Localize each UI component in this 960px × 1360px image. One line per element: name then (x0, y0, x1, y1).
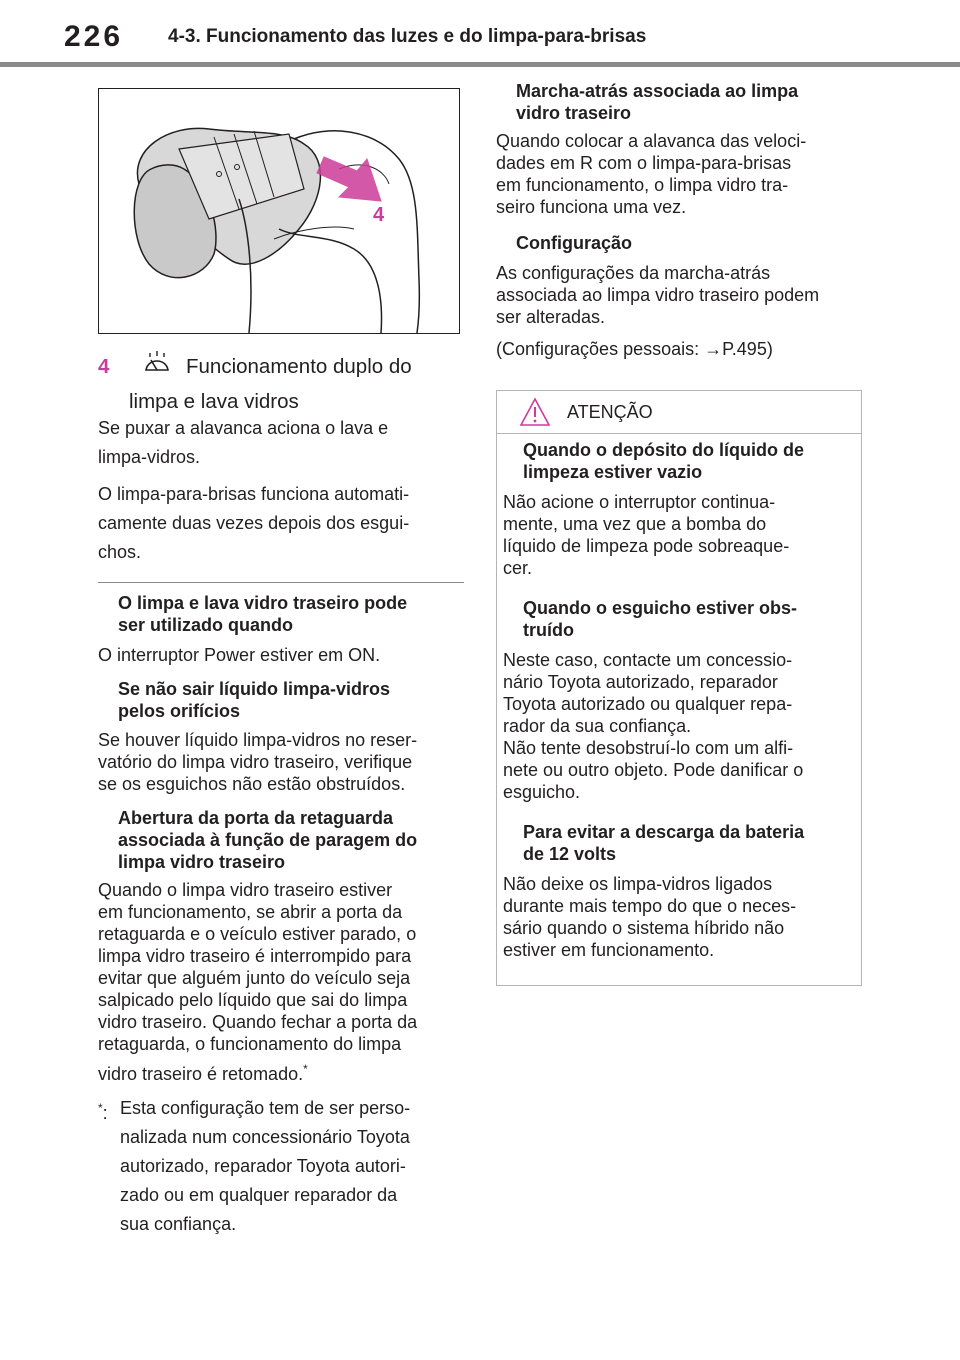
warning-header (497, 391, 861, 434)
warn2-body-l2: nário Toyota autorizado, reparador (503, 672, 778, 692)
warning-triangle-icon (519, 397, 551, 432)
warn2-body-l6: nete ou outro objeto. Pode danificar o (503, 760, 804, 780)
rnote2-body-l3: ser alteradas. (496, 307, 606, 327)
rnote2-body-l1: As configurações da marcha-atrás (496, 263, 771, 283)
warn3-body-l4: estiver em funcionamento. (503, 940, 715, 960)
item-para2-l1: O limpa-para-brisas funciona automati- (98, 484, 410, 504)
rnote1-body-l1: Quando colocar a alavanca das veloci- (496, 131, 807, 151)
page-header (0, 0, 960, 68)
item-para2-l2: camente duas vezes depois dos esgui- (98, 513, 410, 533)
callout-number: 4 (373, 204, 385, 226)
rnote1-body-l4: seiro funciona uma vez. (496, 197, 687, 217)
footnote-l4: zado ou em qualquer reparador da (120, 1185, 398, 1205)
rnote1-body-l3: em funcionamento, o limpa vidro tra- (496, 175, 789, 195)
warning-body (503, 439, 855, 961)
warn3-body-l3: sário quando o sistema híbrido não (503, 918, 785, 938)
warn2-body-l5: Não tente desobstruí-lo com um alfi- (503, 738, 794, 758)
note2-body-l3: se os esguichos não estão obstruídos. (98, 774, 406, 794)
rnote1-body-l2: dades em R com o limpa-para-brisas (496, 153, 792, 173)
note3-body-l6: salpicado pelo líquido que sai do limpa (98, 990, 408, 1010)
warn3-title-l2: de 12 volts (523, 844, 617, 864)
notes-right (496, 80, 862, 360)
note3-body-l8: retaguarda, o funcionamento do limpa (98, 1034, 402, 1054)
warn1-body-l1: Não acione o interruptor continua- (503, 492, 776, 512)
warn3-body-l1: Não deixe os limpa-vidros ligados (503, 874, 773, 894)
notes-left (98, 592, 464, 1239)
warn1-body-l3: líquido de limpeza pode sobreaque- (503, 536, 790, 556)
item-heading (98, 350, 464, 417)
note1-title-l2: ser utilizado quando (118, 615, 294, 635)
section-title: 4-3. Funcionamento das luzes e do limpa-para-brisas (168, 26, 647, 47)
note1-body: O interruptor Power estiver em ON. (98, 645, 381, 665)
note3-title-l2: associada à função de paragem do (118, 830, 418, 850)
item-description (98, 414, 464, 567)
note1-title-l1: O limpa e lava vidro traseiro pode (118, 593, 408, 613)
item-para2-l3: chos. (98, 542, 142, 562)
note2-title-l2: pelos orifícios (118, 701, 241, 721)
note3-title-l1: Abertura da porta da retaguarda (118, 808, 394, 828)
footnote-ref: * (303, 1062, 308, 1076)
rnote2-reference: (Configurações pessoais: →P.495) (496, 339, 773, 359)
item-title-line1: Funcionamento duplo do (186, 354, 412, 378)
warn3-title-l1: Para evitar a descarga da bateria (523, 822, 805, 842)
rnote2-body-l2: associada ao limpa vidro traseiro podem (496, 285, 820, 305)
warn1-body-l4: cer. (503, 558, 533, 578)
note3-body-l9: vidro traseiro é retomado. (98, 1064, 304, 1084)
washer-wiper-icon (142, 350, 178, 385)
footnote-l1: Esta configuração tem de ser perso- (120, 1098, 411, 1118)
wiper-lever-illustration (98, 88, 460, 334)
lever-drawing (99, 89, 459, 333)
warn1-title-l2: limpeza estiver vazio (523, 462, 703, 482)
rnote2-title: Configuração (516, 233, 633, 253)
note2-body-l1: Se houver líquido limpa-vidros no reser- (98, 730, 418, 750)
warn2-title-l1: Quando o esguicho estiver obs- (523, 598, 798, 618)
note3-title-l3: limpa vidro traseiro (118, 852, 286, 872)
note3-body-l1: Quando o limpa vidro traseiro estiver (98, 880, 393, 900)
footnote-l5: sua confiança. (120, 1214, 237, 1234)
warn1-title-l1: Quando o depósito do líquido de (523, 440, 804, 460)
warning-box (496, 390, 862, 986)
warn2-body-l3: Toyota autorizado ou qualquer repa- (503, 694, 793, 714)
section-divider (98, 582, 464, 583)
warn2-body-l7: esguicho. (503, 782, 581, 802)
note3-body-l7: vidro traseiro. Quando fechar a porta da (98, 1012, 418, 1032)
item-number: 4 (98, 354, 110, 378)
note3-body-l3: retaguarda e o veículo estiver parado, o (98, 924, 417, 944)
footnote: *: Esta configuração tem de ser perso- nalizada num concessionário Toyota autorizado, reparador Toyota autori- zado ou em qualquer reparador da sua confiança. (98, 1094, 464, 1239)
warn1-body-l2: mente, uma vez que a bomba do (503, 514, 767, 534)
page-number: 226 (64, 20, 124, 53)
rnote1-title-l1: Marcha-atrás associada ao limpa (516, 81, 799, 101)
note2-body-l2: vatório do limpa vidro traseiro, verifique (98, 752, 413, 772)
warn3-body-l2: durante mais tempo do que o neces- (503, 896, 797, 916)
warn2-body-l4: rador da sua confiança. (503, 716, 692, 736)
note3-body-l2: em funcionamento, se abrir a porta da (98, 902, 403, 922)
warn2-body-l1: Neste caso, contacte um concessio- (503, 650, 793, 670)
item-title-line2: limpa e lava vidros (129, 390, 299, 413)
rnote1-title-l2: vidro traseiro (516, 103, 632, 123)
warning-title: ATENÇÃO (567, 402, 653, 422)
footnote-mark: * (98, 1101, 103, 1115)
note2-title-l1: Se não sair líquido limpa-vidros (118, 679, 391, 699)
header-divider (0, 62, 960, 67)
footnote-l2: nalizada num concessionário Toyota (120, 1127, 410, 1147)
item-para1-l1: Se puxar a alavanca aciona o lava e (98, 418, 389, 438)
note3-body-l5: evitar que alguém junto do veículo seja (98, 968, 411, 988)
note3-body-l4: limpa vidro traseiro é interrompido para (98, 946, 412, 966)
item-para1-l2: limpa-vidros. (98, 447, 201, 467)
footnote-l3: autorizado, reparador Toyota autori- (120, 1156, 406, 1176)
warn2-title-l2: truído (523, 620, 574, 640)
